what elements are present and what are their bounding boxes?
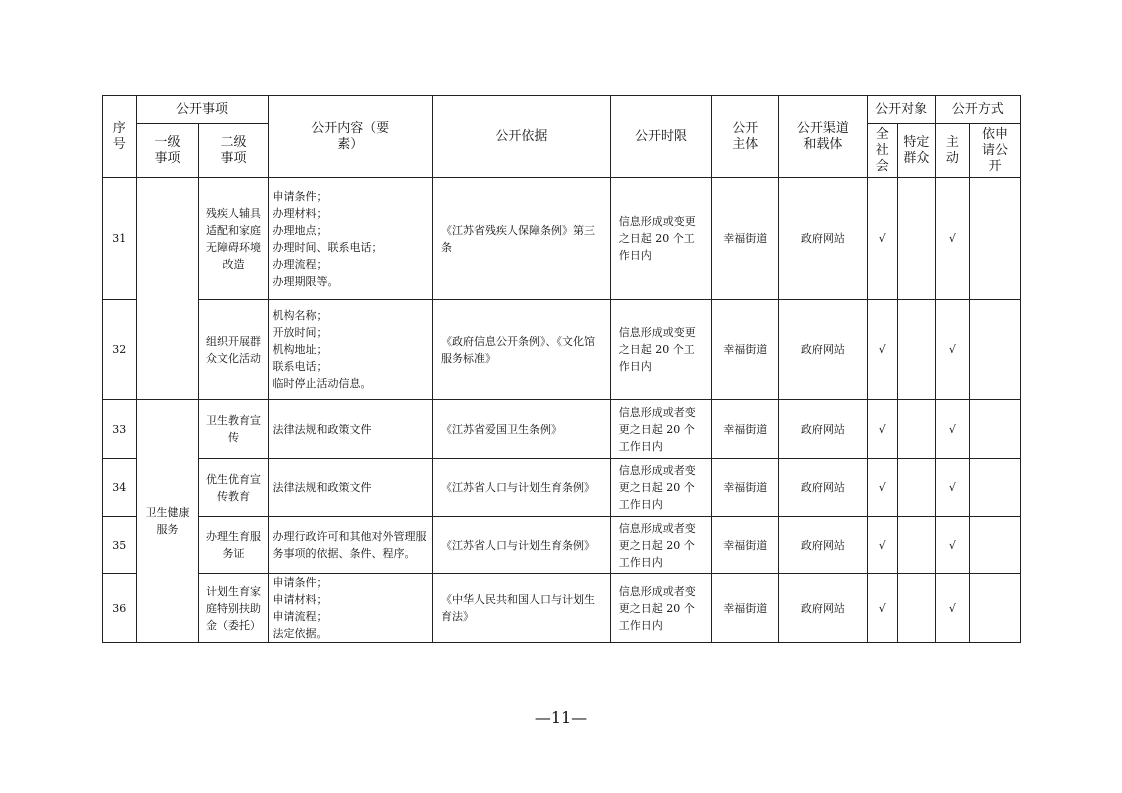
time-limit-cell: 信息形成或者变更之日起 20 个工作日内 bbox=[610, 400, 712, 459]
target-all-cell: √ bbox=[867, 178, 897, 300]
target-specific-cell bbox=[898, 300, 936, 400]
content-cell: 机构名称； 开放时间； 机构地址； 联系电话； 临时停止活动信息。 bbox=[268, 300, 433, 400]
table-row bbox=[103, 400, 1021, 459]
method-active-cell: √ bbox=[935, 517, 970, 574]
subject-cell: 幸福街道 bbox=[712, 300, 779, 400]
level2-cell: 卫生教育宣传 bbox=[199, 400, 268, 459]
page-number: —11— bbox=[534, 708, 588, 727]
level2-cell: 办理生育服务证 bbox=[199, 517, 268, 574]
method-active-cell: √ bbox=[935, 400, 970, 459]
target-all-cell: √ bbox=[867, 517, 897, 574]
method-request-cell bbox=[970, 459, 1021, 517]
header-time-limit: 公开时限 bbox=[610, 96, 712, 178]
header-channel: 公开渠道和载体 bbox=[779, 96, 867, 178]
channel-cell: 政府网站 bbox=[779, 400, 867, 459]
content-cell: 法律法规和政策文件 bbox=[268, 459, 433, 517]
subject-cell: 幸福街道 bbox=[712, 574, 779, 643]
header-method-active: 主动 bbox=[935, 124, 970, 178]
target-all-cell: √ bbox=[867, 574, 897, 643]
row-number: 35 bbox=[103, 517, 137, 574]
row-number: 31 bbox=[103, 178, 137, 300]
row-number: 32 bbox=[103, 300, 137, 400]
channel-cell: 政府网站 bbox=[779, 459, 867, 517]
subject-cell: 幸福街道 bbox=[712, 517, 779, 574]
method-request-cell bbox=[970, 300, 1021, 400]
header-items-group: 公开事项 bbox=[136, 96, 268, 124]
level2-cell: 组织开展群众文化活动 bbox=[199, 300, 268, 400]
level1-cell: 卫生健康服务 bbox=[136, 400, 199, 643]
time-limit-cell: 信息形成或者变更之日起 20 个工作日内 bbox=[610, 574, 712, 643]
target-specific-cell bbox=[898, 400, 936, 459]
time-limit-cell: 信息形成或变更之日起 20 个工作日内 bbox=[610, 178, 712, 300]
basis-cell: 《江苏省人口与计划生育条例》 bbox=[433, 459, 611, 517]
content-cell: 法律法规和政策文件 bbox=[268, 400, 433, 459]
method-active-cell: √ bbox=[935, 300, 970, 400]
basis-cell: 《江苏省爱国卫生条例》 bbox=[433, 400, 611, 459]
subject-cell: 幸福街道 bbox=[712, 178, 779, 300]
subject-cell: 幸福街道 bbox=[712, 459, 779, 517]
method-request-cell bbox=[970, 517, 1021, 574]
basis-cell: 《江苏省人口与计划生育条例》 bbox=[433, 517, 611, 574]
content-cell: 申请条件； 办理材料； 办理地点； 办理时间、联系电话； 办理流程； 办理期限等。 bbox=[268, 178, 433, 300]
target-all-cell: √ bbox=[867, 400, 897, 459]
time-limit-cell: 信息形成或者变更之日起 20 个工作日内 bbox=[610, 459, 712, 517]
header-content: 公开内容（要素） bbox=[268, 96, 433, 178]
row-number: 33 bbox=[103, 400, 137, 459]
table-row bbox=[103, 574, 1021, 643]
target-specific-cell bbox=[898, 459, 936, 517]
header-target-all: 全社会 bbox=[867, 124, 897, 178]
time-limit-cell: 信息形成或变更之日起 20 个工作日内 bbox=[610, 300, 712, 400]
level2-cell: 残疾人辅具适配和家庭无障碍环境改造 bbox=[199, 178, 268, 300]
content-cell: 申请条件； 申请材料； 申请流程； 法定依据。 bbox=[268, 574, 433, 643]
level2-cell: 计划生育家庭特别扶助金（委托） bbox=[199, 574, 268, 643]
header-target-specific: 特定群众 bbox=[898, 124, 936, 178]
content-cell: 办理行政许可和其他对外管理服务事项的依据、条件、程序。 bbox=[268, 517, 433, 574]
method-active-cell: √ bbox=[935, 574, 970, 643]
basis-cell: 《江苏省残疾人保障条例》第三条 bbox=[433, 178, 611, 300]
basis-cell: 《政府信息公开条例》、《文化馆服务标准》 bbox=[433, 300, 611, 400]
row-number: 34 bbox=[103, 459, 137, 517]
header-level2: 二级事项 bbox=[199, 124, 268, 178]
level1-cell bbox=[136, 178, 199, 400]
row-number: 36 bbox=[103, 574, 137, 643]
target-specific-cell bbox=[898, 574, 936, 643]
header-method-request: 依申请公开 bbox=[970, 124, 1021, 178]
header-seq: 序号 bbox=[103, 96, 137, 178]
table-row bbox=[103, 178, 1021, 300]
level2-cell: 优生优育宣传教育 bbox=[199, 459, 268, 517]
header-target-group: 公开对象 bbox=[867, 96, 935, 124]
table-row bbox=[103, 459, 1021, 517]
channel-cell: 政府网站 bbox=[779, 300, 867, 400]
method-request-cell bbox=[970, 178, 1021, 300]
channel-cell: 政府网站 bbox=[779, 574, 867, 643]
header-level1: 一级事项 bbox=[136, 124, 199, 178]
target-specific-cell bbox=[898, 517, 936, 574]
header-subject: 公开主体 bbox=[712, 96, 779, 178]
disclosure-table bbox=[102, 95, 1021, 643]
header-method-group: 公开方式 bbox=[935, 96, 1020, 124]
target-all-cell: √ bbox=[867, 300, 897, 400]
header-basis: 公开依据 bbox=[433, 96, 611, 178]
method-active-cell: √ bbox=[935, 178, 970, 300]
basis-cell: 《中华人民共和国人口与计划生育法》 bbox=[433, 574, 611, 643]
subject-cell: 幸福街道 bbox=[712, 400, 779, 459]
target-specific-cell bbox=[898, 178, 936, 300]
table-row bbox=[103, 517, 1021, 574]
method-request-cell bbox=[970, 400, 1021, 459]
time-limit-cell: 信息形成或者变更之日起 20 个工作日内 bbox=[610, 517, 712, 574]
method-request-cell bbox=[970, 574, 1021, 643]
target-all-cell: √ bbox=[867, 459, 897, 517]
table-row bbox=[103, 300, 1021, 400]
method-active-cell: √ bbox=[935, 459, 970, 517]
channel-cell: 政府网站 bbox=[779, 517, 867, 574]
channel-cell: 政府网站 bbox=[779, 178, 867, 300]
